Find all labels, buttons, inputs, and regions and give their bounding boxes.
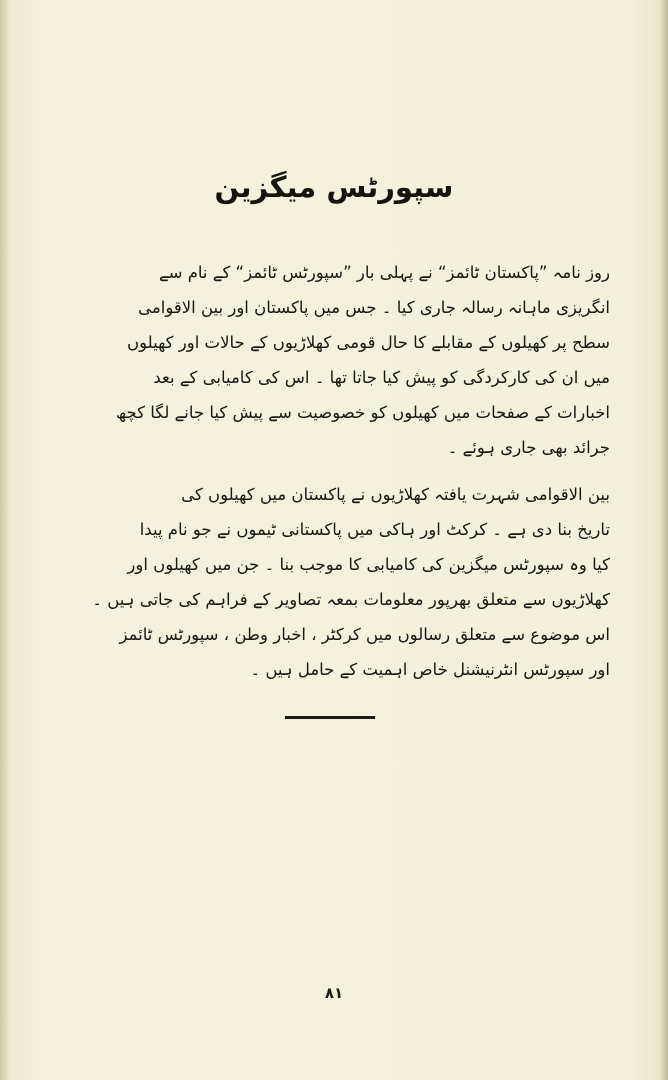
text-line: سطح پر کھیلوں کے مقابلے کا حال قومی کھلاڑیوں کے حالات اور کھیلوں [126, 333, 610, 352]
text-line: جرائد بھی جاری ہوئے ۔ [447, 438, 610, 457]
text-line: کیا وہ سپورٹس میگزین کی کامیابی کا موجب بنا ۔ جن میں کھیلوں اور [127, 555, 610, 574]
text-line: انگریزی ماہانہ رسالہ جاری کیا ۔ جس میں پاکستان اور بین الاقوامی [138, 298, 610, 317]
section-divider [285, 716, 375, 719]
text-line: اخبارات کے صفحات میں کھیلوں کو خصوصیت سے پیش کیا جانے لگا کچھ [116, 403, 610, 422]
page-left-edge-shadow [0, 0, 10, 1080]
page-title: سپورٹس میگزین [214, 170, 454, 204]
page-number: ۸۱ [324, 984, 344, 1002]
text-line: کھلاڑیوں سے متعلق بھرپور معلومات بمعہ تصاویر کے فراہم کی جاتی ہیں ۔ [92, 590, 610, 609]
text-line: تاریخ بنا دی ہے ۔ کرکٹ اور ہاکی میں پاکستانی ٹیموں نے جو نام پیدا [139, 520, 610, 539]
text-line: اور سپورٹس انٹرنیشنل خاص اہمیت کے حامل ہیں ۔ [250, 660, 610, 679]
text-line: میں ان کی کارکردگی کو پیش کیا جاتا تھا ۔ اس کی کامیابی کے بعد [153, 368, 610, 387]
page-right-edge-shadow [660, 0, 668, 1080]
text-line: اس موضوع سے متعلق رسالوں میں کرکٹر ، اخبار وطن ، سپورٹس ٹائمز [119, 625, 610, 644]
paragraph-1 [62, 255, 610, 465]
text-line: بین الاقوامی شہرت یافتہ کھلاڑیوں نے پاکستان میں کھیلوں کی [181, 485, 610, 504]
paragraph-2 [62, 477, 610, 687]
text-line: روز نامہ ”پاکستان ٹائمز“ نے پہلی بار ”سپورٹس ٹائمز“ کے نام سے [158, 263, 610, 282]
